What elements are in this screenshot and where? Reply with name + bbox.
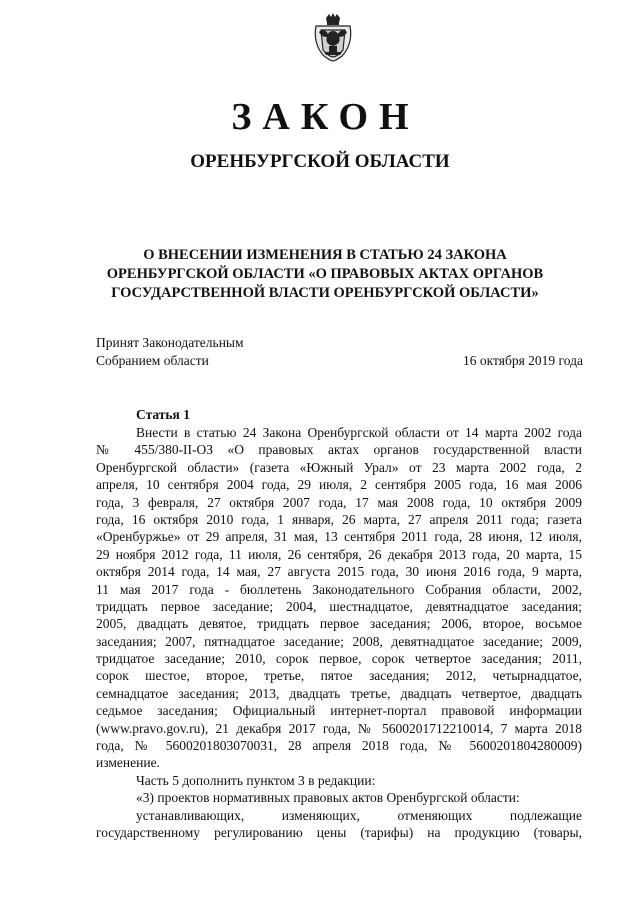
paragraph-line: (www.pravo.gov.ru), 21 декабря 2017 года, № 5600201712210014, 7 марта 2018 — [96, 720, 582, 736]
adoption-line: Принят Законодательным — [96, 335, 244, 350]
paragraph-line: Внести в статью 24 Закона Оренбургской области от 14 марта 2002 года — [136, 425, 582, 440]
paragraph-line: № 455/380-II-ОЗ «О правовых актах органов государственной власти — [96, 442, 582, 458]
adoption-body — [96, 334, 244, 370]
paragraph-line: года, 3 февраля, 27 октября 2007 года, 17 мая 2008 года, 10 октября 2009 — [96, 494, 582, 510]
paragraph-line: заседания; 2007, пятнадцатое заседание; 2008, девятнадцатое заседание; 2009, — [96, 633, 582, 649]
region-name: ОРЕНБУРГСКОЙ ОБЛАСТИ — [190, 151, 450, 172]
paragraph-line: тридцатое заседание; 2010, сорок первое, сорок четвертое заседания; 2011, — [96, 651, 582, 667]
article-title: Статья 1 — [136, 407, 190, 422]
paragraph-line: 29 ноября 2012 года, 11 июля, 26 сентября, 26 декабря 2013 года, 20 марта, 15 — [96, 546, 582, 562]
subject-line: ОРЕНБУРГСКОЙ ОБЛАСТИ «О ПРАВОВЫХ АКТАХ ОРГАНОВ — [106, 266, 544, 282]
paragraph-line: Оренбургской области» (газета «Южный Урал» от 23 марта 2002 года, 2 — [96, 459, 582, 475]
paragraph-line: тридцать первое заседание; 2004, шестнадцатое, девятнадцатое заседания; — [96, 598, 582, 614]
paragraph-line: апреля, 10 сентября 2004 года, 29 июля, 2 сентября 2005 года, 16 мая 2006 — [96, 477, 582, 493]
paragraph-line: 11 мая 2017 года - бюллетень Законодательного Собрания области, 2002, — [96, 581, 582, 597]
paragraph-line: года, № 5600201803070031, 28 апреля 2018 года, № 5600201804280009) — [96, 738, 582, 754]
subject-line: ГОСУДАРСТВЕННОЙ ВЛАСТИ ОРЕНБУРГСКОЙ ОБЛАСТИ» — [111, 285, 539, 301]
paragraph-line: года, 16 октября 2010 года, 1 января, 26 марта, 27 апреля 2011 года; газета — [96, 511, 582, 527]
paragraph-line: семнадцатое заседания; 2013, двадцать третье, двадцать четвертое, двадцать — [96, 685, 582, 701]
law-title: ЗАКОН — [231, 96, 420, 138]
paragraph-line: изменение. — [96, 755, 160, 771]
subject-line: О ВНЕСЕНИИ ИЗМЕНЕНИЯ В СТАТЬЮ 24 ЗАКОНА — [143, 247, 507, 263]
paragraph-line: Часть 5 дополнить пунктом 3 в редакции: — [136, 772, 376, 788]
adoption-line: Собранием области — [96, 353, 209, 368]
paragraph-line: 2005, двадцать девятое, тридцать первое заседания; 2006, второе, восьмое — [96, 616, 582, 632]
paragraph-line: «Оренбуржье» от 29 апреля, 31 мая, 13 сентября 2011 года, 28 июня, 12 июля, — [96, 529, 582, 545]
paragraph-line: сорок шестое, второе, третье, пятое заседания; 2012, четырнадцатое, — [96, 668, 582, 684]
adoption-date: 16 октября 2019 года — [463, 353, 583, 368]
paragraph-line: государственному регулированию цены (тарифы) на продукцию (товары, — [96, 824, 582, 840]
paragraph-line: «3) проектов нормативных правовых актов Оренбургской области: — [136, 790, 520, 806]
article-body — [96, 424, 582, 841]
paragraph-line: седьмое заседания; Официальный интернет-портал правовой информации — [96, 703, 582, 719]
paragraph-line: устанавливающих, изменяющих, отменяющих подлежащие — [136, 807, 582, 823]
coat-of-arms-icon — [312, 12, 354, 62]
paragraph-line: октября 2014 года, 14 мая, 27 августа 2015 года, 30 июня 2016 года, 9 марта, — [96, 564, 582, 580]
law-subject — [60, 246, 590, 303]
